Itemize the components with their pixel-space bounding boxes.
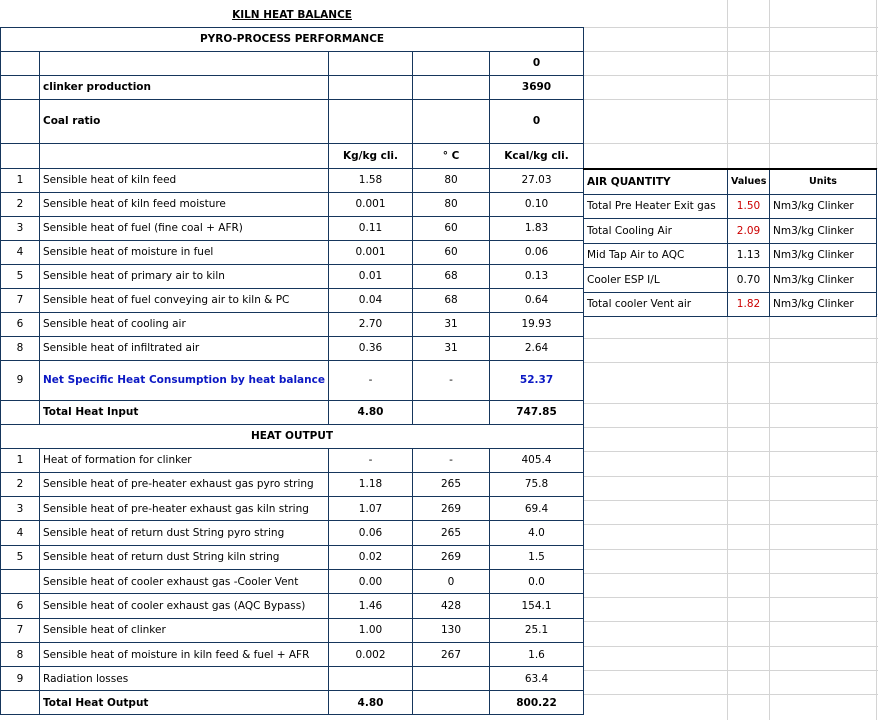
row-kg-value[interactable]: - — [329, 360, 413, 400]
row-number[interactable]: 5 — [1, 545, 40, 569]
row-label[interactable]: Sensible heat of pre-heater exhaust gas kiln string — [40, 497, 329, 521]
row-number[interactable]: 5 — [1, 264, 40, 288]
row-temp-value[interactable]: 80 — [413, 168, 490, 192]
row-temp-value[interactable]: 60 — [413, 240, 490, 264]
row-label[interactable]: Sensible heat of moisture in fuel — [40, 240, 329, 264]
row-kcal-value[interactable]: 0.10 — [490, 192, 584, 216]
heat-input-row — [1, 216, 584, 240]
row-kg-value[interactable]: 0.001 — [329, 240, 413, 264]
row-kg-value[interactable]: 0.06 — [329, 521, 413, 545]
row-temp-value[interactable]: 265 — [413, 472, 490, 496]
row-kg-value[interactable]: 0.11 — [329, 216, 413, 240]
net-specific-heat-label[interactable]: Net Specific Heat Consumption by heat balance — [40, 360, 329, 400]
row-temp-value[interactable]: 265 — [413, 521, 490, 545]
row-temp-value[interactable]: 267 — [413, 642, 490, 666]
row-temp-value[interactable]: 60 — [413, 216, 490, 240]
row-kcal-value[interactable]: 0.06 — [490, 240, 584, 264]
row-number[interactable] — [1, 569, 40, 593]
heat-input-row — [1, 288, 584, 312]
row-number[interactable]: 8 — [1, 336, 40, 360]
heat-balance-table — [0, 4, 584, 715]
air-row-unit[interactable]: Nm3/kg Clinker — [770, 292, 877, 317]
row-kg-value[interactable]: 0.04 — [329, 288, 413, 312]
heat-output-row — [1, 618, 584, 642]
air-row-unit[interactable]: Nm3/kg Clinker — [770, 219, 877, 244]
row-temp-value[interactable]: 130 — [413, 618, 490, 642]
row-temp-value[interactable]: 80 — [413, 192, 490, 216]
air-row-value[interactable]: 1.50 — [728, 194, 770, 219]
row-temp-value[interactable]: - — [413, 448, 490, 472]
heat-output-row — [1, 448, 584, 472]
row-kcal-value[interactable]: 0.64 — [490, 288, 584, 312]
row-kcal-value[interactable]: 1.6 — [490, 642, 584, 666]
row-label[interactable]: Sensible heat of return dust String pyro string — [40, 521, 329, 545]
air-quantity-row — [584, 219, 877, 244]
row-temp-value[interactable]: 0 — [413, 569, 490, 593]
total-heat-input-row — [1, 400, 584, 424]
top-row — [1, 51, 584, 75]
air-row-unit[interactable]: Nm3/kg Clinker — [770, 243, 877, 268]
heat-input-row — [1, 312, 584, 336]
total-heat-output-kg[interactable]: 4.80 — [329, 691, 413, 715]
total-heat-output-label[interactable]: Total Heat Output — [40, 691, 329, 715]
heat-output-row — [1, 569, 584, 593]
row-label[interactable]: Radiation losses — [40, 667, 329, 691]
row-temp-value[interactable]: 269 — [413, 497, 490, 521]
row-temp-value[interactable]: 68 — [413, 264, 490, 288]
row-label[interactable]: Sensible heat of fuel (fine coal + AFR) — [40, 216, 329, 240]
row-kcal-value[interactable]: 0.13 — [490, 264, 584, 288]
row-number[interactable]: 6 — [1, 312, 40, 336]
row-number[interactable]: 1 — [1, 168, 40, 192]
row-label[interactable]: Sensible heat of primary air to kiln — [40, 264, 329, 288]
row-label[interactable]: Sensible heat of cooling air — [40, 312, 329, 336]
column-header-row — [1, 143, 584, 168]
total-heat-input-label[interactable]: Total Heat Input — [40, 400, 329, 424]
row-temp-value[interactable]: 31 — [413, 312, 490, 336]
net-specific-heat-value[interactable]: 52.37 — [490, 360, 584, 400]
row-number[interactable]: 3 — [1, 497, 40, 521]
air-row-value[interactable]: 1.13 — [728, 243, 770, 268]
air-header-row — [584, 169, 877, 194]
row-kg-value[interactable]: 1.00 — [329, 618, 413, 642]
row-label[interactable]: Sensible heat of infiltrated air — [40, 336, 329, 360]
heat-output-row — [1, 642, 584, 666]
heat-input-row — [1, 336, 584, 360]
row-temp-value[interactable]: 31 — [413, 336, 490, 360]
row-temp-value[interactable]: 428 — [413, 594, 490, 618]
air-row-value[interactable]: 2.09 — [728, 219, 770, 244]
row-number[interactable]: 7 — [1, 288, 40, 312]
row-label[interactable]: Sensible heat of clinker — [40, 618, 329, 642]
total-heat-output-row — [1, 691, 584, 715]
heat-input-row — [1, 192, 584, 216]
row-kg-value[interactable]: 1.07 — [329, 497, 413, 521]
air-row-value[interactable]: 1.82 — [728, 292, 770, 317]
row-kcal-value[interactable]: 69.4 — [490, 497, 584, 521]
row-kcal-value[interactable]: 1.83 — [490, 216, 584, 240]
total-heat-output-kcal[interactable]: 800.22 — [490, 691, 584, 715]
row-kg-value[interactable]: 0.00 — [329, 569, 413, 593]
coal-ratio-value[interactable]: 0 — [490, 99, 584, 143]
top-row-value[interactable]: 0 — [490, 51, 584, 75]
row-kcal-value[interactable]: 2.64 — [490, 336, 584, 360]
section-heading-output[interactable]: HEAT OUTPUT — [1, 424, 584, 448]
air-quantity-row — [584, 243, 877, 268]
row-label[interactable]: Sensible heat of fuel conveying air to kiln & PC — [40, 288, 329, 312]
row-kcal-value[interactable]: 154.1 — [490, 594, 584, 618]
air-quantity-heading[interactable]: AIR QUANTITY — [584, 169, 728, 194]
heat-input-row — [1, 240, 584, 264]
row-kcal-value[interactable]: 0.0 — [490, 569, 584, 593]
row-number[interactable]: 4 — [1, 521, 40, 545]
clinker-production-label[interactable]: clinker production — [40, 75, 329, 99]
heat-output-row — [1, 497, 584, 521]
row-kg-value[interactable]: 0.01 — [329, 264, 413, 288]
air-row-unit[interactable]: Nm3/kg Clinker — [770, 268, 877, 293]
row-number[interactable]: 8 — [1, 642, 40, 666]
heat-output-row — [1, 472, 584, 496]
air-row-unit[interactable]: Nm3/kg Clinker — [770, 194, 877, 219]
air-units-heading[interactable]: Units — [770, 169, 877, 194]
row-number[interactable]: 2 — [1, 192, 40, 216]
row-kg-value[interactable]: 1.18 — [329, 472, 413, 496]
sheet-title[interactable]: KILN HEAT BALANCE — [1, 4, 584, 27]
row-kg-value[interactable] — [329, 667, 413, 691]
air-row-label[interactable]: Mid Tap Air to AQC — [584, 243, 728, 268]
row-label[interactable]: Sensible heat of cooler exhaust gas -Cooler Vent — [40, 569, 329, 593]
row-number[interactable]: 9 — [1, 667, 40, 691]
row-number[interactable]: 2 — [1, 472, 40, 496]
heat-output-row — [1, 594, 584, 618]
col-header-kcal[interactable]: Kcal/kg cli. — [490, 143, 584, 168]
row-temp-value[interactable]: - — [413, 360, 490, 400]
row-number[interactable]: 7 — [1, 618, 40, 642]
row-kg-value[interactable]: 0.36 — [329, 336, 413, 360]
clinker-production-value[interactable]: 3690 — [490, 75, 584, 99]
row-temp-value[interactable]: 68 — [413, 288, 490, 312]
row-kcal-value[interactable]: 63.4 — [490, 667, 584, 691]
row-kg-value[interactable]: 0.002 — [329, 642, 413, 666]
col-header-temp[interactable]: ° C — [413, 143, 490, 168]
row-temp-value[interactable] — [413, 667, 490, 691]
row-number[interactable]: 4 — [1, 240, 40, 264]
heat-output-row — [1, 545, 584, 569]
col-header-kg[interactable]: Kg/kg cli. — [329, 143, 413, 168]
row-label[interactable]: Sensible heat of pre-heater exhaust gas pyro string — [40, 472, 329, 496]
row-kcal-value[interactable]: 1.5 — [490, 545, 584, 569]
row-number[interactable]: 9 — [1, 360, 40, 400]
row-label[interactable]: Heat of formation for clinker — [40, 448, 329, 472]
air-quantity-row — [584, 292, 877, 317]
total-heat-input-kg[interactable]: 4.80 — [329, 400, 413, 424]
row-label[interactable]: Sensible heat of kiln feed — [40, 168, 329, 192]
air-quantity-row — [584, 268, 877, 293]
row-number[interactable]: 6 — [1, 594, 40, 618]
air-row-value[interactable]: 0.70 — [728, 268, 770, 293]
net-specific-heat-row — [1, 360, 584, 400]
air-quantity-row — [584, 194, 877, 219]
section-heading-input[interactable]: PYRO-PROCESS PERFORMANCE — [1, 27, 584, 51]
air-row-label[interactable]: Total Cooling Air — [584, 219, 728, 244]
air-row-label[interactable]: Total cooler Vent air — [584, 292, 728, 317]
row-kg-value[interactable]: 2.70 — [329, 312, 413, 336]
row-label[interactable]: Sensible heat of kiln feed moisture — [40, 192, 329, 216]
coal-ratio-label[interactable]: Coal ratio — [40, 99, 329, 143]
row-label[interactable]: Sensible heat of moisture in kiln feed & fuel + AFR — [40, 642, 329, 666]
row-kg-value[interactable]: 0.001 — [329, 192, 413, 216]
air-values-heading[interactable]: Values — [728, 169, 770, 194]
air-row-label[interactable]: Cooler ESP I/L — [584, 268, 728, 293]
top-row-label[interactable] — [40, 51, 329, 75]
row-kcal-value[interactable]: 27.03 — [490, 168, 584, 192]
row-kcal-value[interactable]: 405.4 — [490, 448, 584, 472]
row-kcal-value[interactable]: 4.0 — [490, 521, 584, 545]
air-quantity-table — [583, 168, 877, 317]
row-label[interactable]: Sensible heat of return dust String kiln string — [40, 545, 329, 569]
heat-output-row — [1, 521, 584, 545]
heat-input-row — [1, 264, 584, 288]
row-kg-value[interactable]: - — [329, 448, 413, 472]
heat-input-row — [1, 168, 584, 192]
row-kg-value[interactable]: 0.02 — [329, 545, 413, 569]
heat-output-heading-row — [1, 424, 584, 448]
row-kcal-value[interactable]: 75.8 — [490, 472, 584, 496]
row-label[interactable]: Sensible heat of cooler exhaust gas (AQC Bypass) — [40, 594, 329, 618]
row-kg-value[interactable]: 1.46 — [329, 594, 413, 618]
row-number[interactable]: 1 — [1, 448, 40, 472]
heat-output-row — [1, 667, 584, 691]
row-kg-value[interactable]: 1.58 — [329, 168, 413, 192]
row-kcal-value[interactable]: 19.93 — [490, 312, 584, 336]
row-number[interactable]: 3 — [1, 216, 40, 240]
coal-ratio-row — [1, 99, 584, 143]
air-row-label[interactable]: Total Pre Heater Exit gas — [584, 194, 728, 219]
row-temp-value[interactable]: 269 — [413, 545, 490, 569]
row-kcal-value[interactable]: 25.1 — [490, 618, 584, 642]
total-heat-input-kcal[interactable]: 747.85 — [490, 400, 584, 424]
clinker-production-row — [1, 75, 584, 99]
